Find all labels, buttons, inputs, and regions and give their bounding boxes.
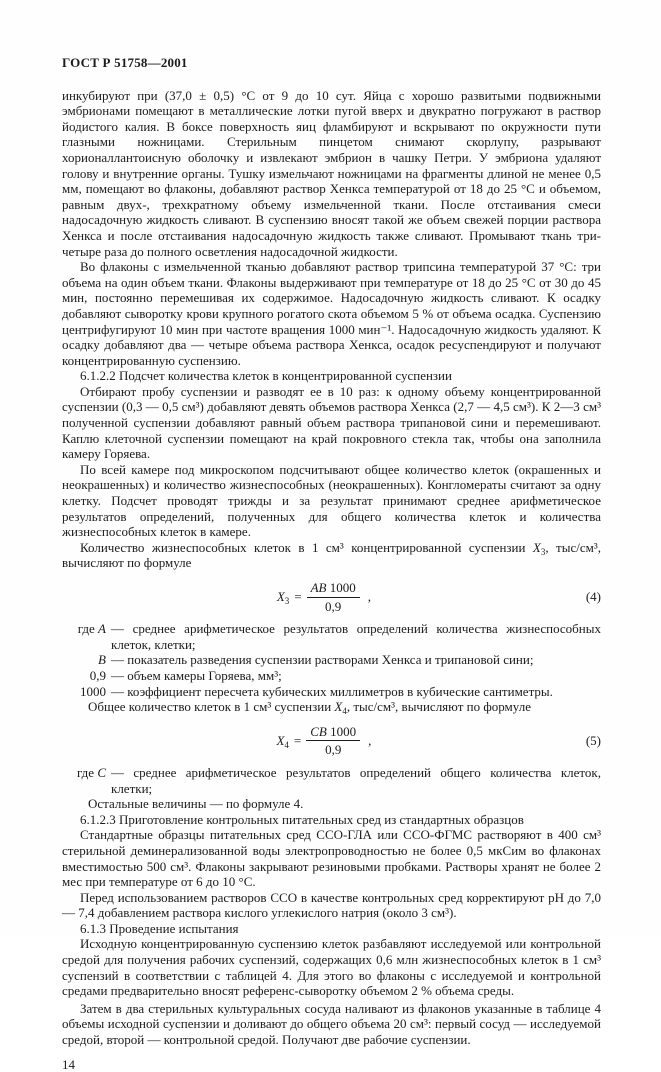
paragraph-other-values: Остальные величины — по формуле 4. — [88, 796, 304, 812]
text-run: , тыс/см³, вычисляют по формуле — [62, 539, 601, 571]
formula-5-comma: , — [368, 733, 372, 749]
text-run: Количество жизнеспособных клеток в 1 см³ концентрированной суспензии — [80, 539, 533, 555]
definition-variable: C — [97, 764, 106, 780]
page-number: 14 — [62, 1056, 75, 1072]
paragraph-sampling: Отбирают пробу суспензии и разводят ее в 10 раз: к одному объему концентрированной суспензии (0,3 — 0,5 см³) добавляют девять объемов раствора Хенкса (2,7 — 4,5 см³). К 2—3 см³ полученной суспензии добавляют равный объем раствора трипановой сини и перемешивают. Каплю клеточной суспензии помещают на край покровного стекла так, чтобы она заполнила камеру Горяева. — [62, 383, 601, 462]
numerator-variables: AB — [310, 580, 327, 595]
formula-4-numerator — [307, 580, 360, 598]
formula-5 — [276, 724, 371, 758]
formula-5-fraction — [306, 724, 360, 758]
definition-description: — среднее арифметическое результатов определений количества жизнеспособных клеток, клетки; — [111, 621, 601, 652]
variable-x4-subscript: 4 — [342, 706, 347, 717]
definition-row-b — [62, 652, 601, 668]
formula-4-container — [62, 580, 586, 614]
paragraph-trypsin: Во флаконы с измельченной тканью добавляют раствор трипсина температурой 37 °С: три объема на один объем ткани. Флаконы выдерживают при температуре от 18 до 25 °С от 30 до 45 мин, постоянно перемешивая их содержимое. Надосадочную жидкость сливают. К осадку добавляют сыворотку крови крупного рогатого скота объемом 5 % от объема осадка. Суспензию центрифугируют 10 мин при частоте вращения 1000 мин⁻¹. Надосадочную жидкость удаляют. К осадку добавляют два — четыре объема раствора Хенкса, осадок ресуспендируют и получают концентрированную суспензию. — [62, 259, 601, 368]
definition-row-c — [62, 765, 601, 796]
paragraph-ph-correction: Перед использованием растворов ССО в качестве контрольных сред корректируют рН до 7,0 — 7,4 добавлением раствора кислого углекислого натрия (около 3 см³). — [62, 889, 601, 921]
standard-number-header: ГОСТ Р 51758—2001 — [62, 55, 188, 70]
formula-4-denominator: 0,9 — [325, 598, 342, 614]
variable-x3-subscript: 3 — [540, 546, 546, 557]
formula-4-number: (4) — [585, 589, 601, 605]
formula-5-container — [62, 724, 586, 758]
definition-description: — объем камеры Горяева, мм³; — [111, 667, 282, 683]
definition-prefix: 0,9 — [89, 667, 106, 683]
paragraph-working-suspensions: Исходную концентрированную суспензию клеток разбавляют исследуемой или контрольной средой для получения рабочих суспензий, содержащих 0,6 млн жизнеспособных клеток в 1 см³ суспензий в соответствии с таблицей 4. Для этого во флаконы с исследуемой и контрольной средами предварительно вносят референс-сыворотку объемом 2 % объема среды. — [62, 936, 601, 999]
definition-description: — коэффициент пересчета кубических миллиметров в кубические сантиметры. — [111, 683, 553, 699]
formula-4-variable: X — [276, 589, 285, 605]
definition-term — [62, 652, 106, 668]
paragraph-viable-cells-intro — [62, 540, 601, 571]
definition-term — [62, 668, 106, 684]
paragraph-incubation: инкубируют при (37,0 ± 0,5) °С от 9 до 10 сут. Яйца с хорошо развитыми подвижными эмбрионами помещают в металлические лотки пугой вверх и двукратно погружают в раствор йодистого калия. В боксе поверхность яиц фламбируют и вскрывают по окружности пути глазными ножницами. Стерильным пинцетом снимают скорлупу, разрывают хорионаллантоисную оболочку и извлекают эмбрион в чашку Петри. У эмбриона удаляют голову и внутренние органы. Тушку измельчают ножницами на фрагменты длиной не менее 0,5 мм, помещают во флаконы, добавляют раствор Хенкса температурой от 18 до 25 °С и объемом, равным двух-, трехкратному объему измельченной ткани. После отстаивания смеси надосадочную жидкость сливают. В суспензию вносят такой же объем свежей порции раствора Хенкса и после отстаивания надосадочную жидкость также сливают. Промывают ткань три-четыре раза до полного осветления надосадочной жидкости. — [62, 87, 601, 259]
definition-variable: A — [98, 621, 106, 637]
formula-5-subscript: 4 — [284, 740, 289, 751]
definition-row-09 — [62, 668, 601, 684]
text-run: , тыс/см³, вычисляют по формуле — [346, 699, 531, 715]
formula-5-denominator: 0,9 — [325, 742, 342, 758]
paragraph-counting: По всей камере под микроскопом подсчитывают общее количество клеток (окрашенных и неокрашенных) и количество жизнеспособных (неокрашенных). Конгломераты считают за одну клетку. Подсчет проводят трижды и за результат принимают среднее арифметическое результатов определений, полученных для общего количества клеток и количества жизнеспособных клеток в камере. — [62, 461, 601, 540]
equals-sign: = — [294, 589, 302, 605]
heading-6-1-2-2: 6.1.2.2 Подсчет количества клеток в концентрированной суспензии — [80, 368, 452, 384]
numerator-constant: 1000 — [329, 580, 356, 595]
definition-variable: B — [98, 652, 106, 668]
numerator-variables: CB — [310, 723, 327, 739]
formula-4 — [277, 580, 371, 614]
paragraph-standard-samples: Стандартные образцы питательных сред ССО-ГЛА или ССО-ФГМС растворяют в 400 см³ стерильной деминерализованной воды электропроводностью не более 0,5 мкСим во флаконах вместимостью 500 см³. Флаконы закрывают резиновыми пробками. Растворы хранят не более 2 мес при температуре от 6 до 10 °С. — [62, 827, 601, 890]
formula-5-row — [62, 724, 601, 758]
formula-5-numerator — [306, 724, 360, 742]
heading-6-1-2-3: 6.1.2.3 Приготовление контрольных питательных сред из стандартных образцов — [80, 811, 524, 827]
formula-4-comma: , — [367, 589, 371, 605]
paragraph-vessels: Затем в два стерильных культуральных сосуда наливают из флаконов указанные в таблице 4 объемы исходной суспензии и доливают до общего объема 20 см³: первый сосуд — исследуемой средой, второй — контрольной средой. Получают две рабочие суспензии. — [62, 1000, 601, 1048]
formula-4-definitions — [62, 621, 601, 699]
formula-5-definitions — [62, 765, 601, 796]
formula-4-fraction — [307, 580, 360, 614]
heading-6-1-3: 6.1.3 Проведение испытания — [80, 920, 239, 936]
text-run: Общее количество клеток в 1 см³ суспензии — [88, 699, 335, 715]
definition-term — [62, 684, 106, 700]
definition-row-a — [62, 621, 601, 652]
definition-prefix: где — [77, 764, 98, 780]
definition-term — [62, 621, 106, 652]
paragraph-total-cells-intro — [62, 699, 601, 715]
variable-x3: X — [532, 539, 541, 555]
definition-description: — среднее арифметическое результатов определений общего количества клеток, клетки; — [111, 764, 601, 796]
formula-4-row — [62, 580, 601, 614]
formula-4-subscript: 3 — [284, 596, 290, 607]
definition-prefix: где — [77, 621, 99, 637]
definition-row-1000 — [62, 684, 601, 700]
definition-prefix: 1000 — [80, 683, 106, 699]
formula-5-variable: X — [276, 733, 285, 749]
formula-4-lhs — [277, 589, 289, 605]
equals-sign: = — [293, 733, 302, 749]
numerator-constant: 1000 — [330, 723, 357, 739]
definition-term — [62, 765, 106, 796]
formula-5-number: (5) — [585, 733, 601, 749]
formula-5-lhs — [276, 733, 288, 749]
definition-description: — показатель разведения суспензии растворами Хенкса и трипановой сини; — [111, 652, 534, 668]
variable-x4: X — [334, 699, 343, 715]
